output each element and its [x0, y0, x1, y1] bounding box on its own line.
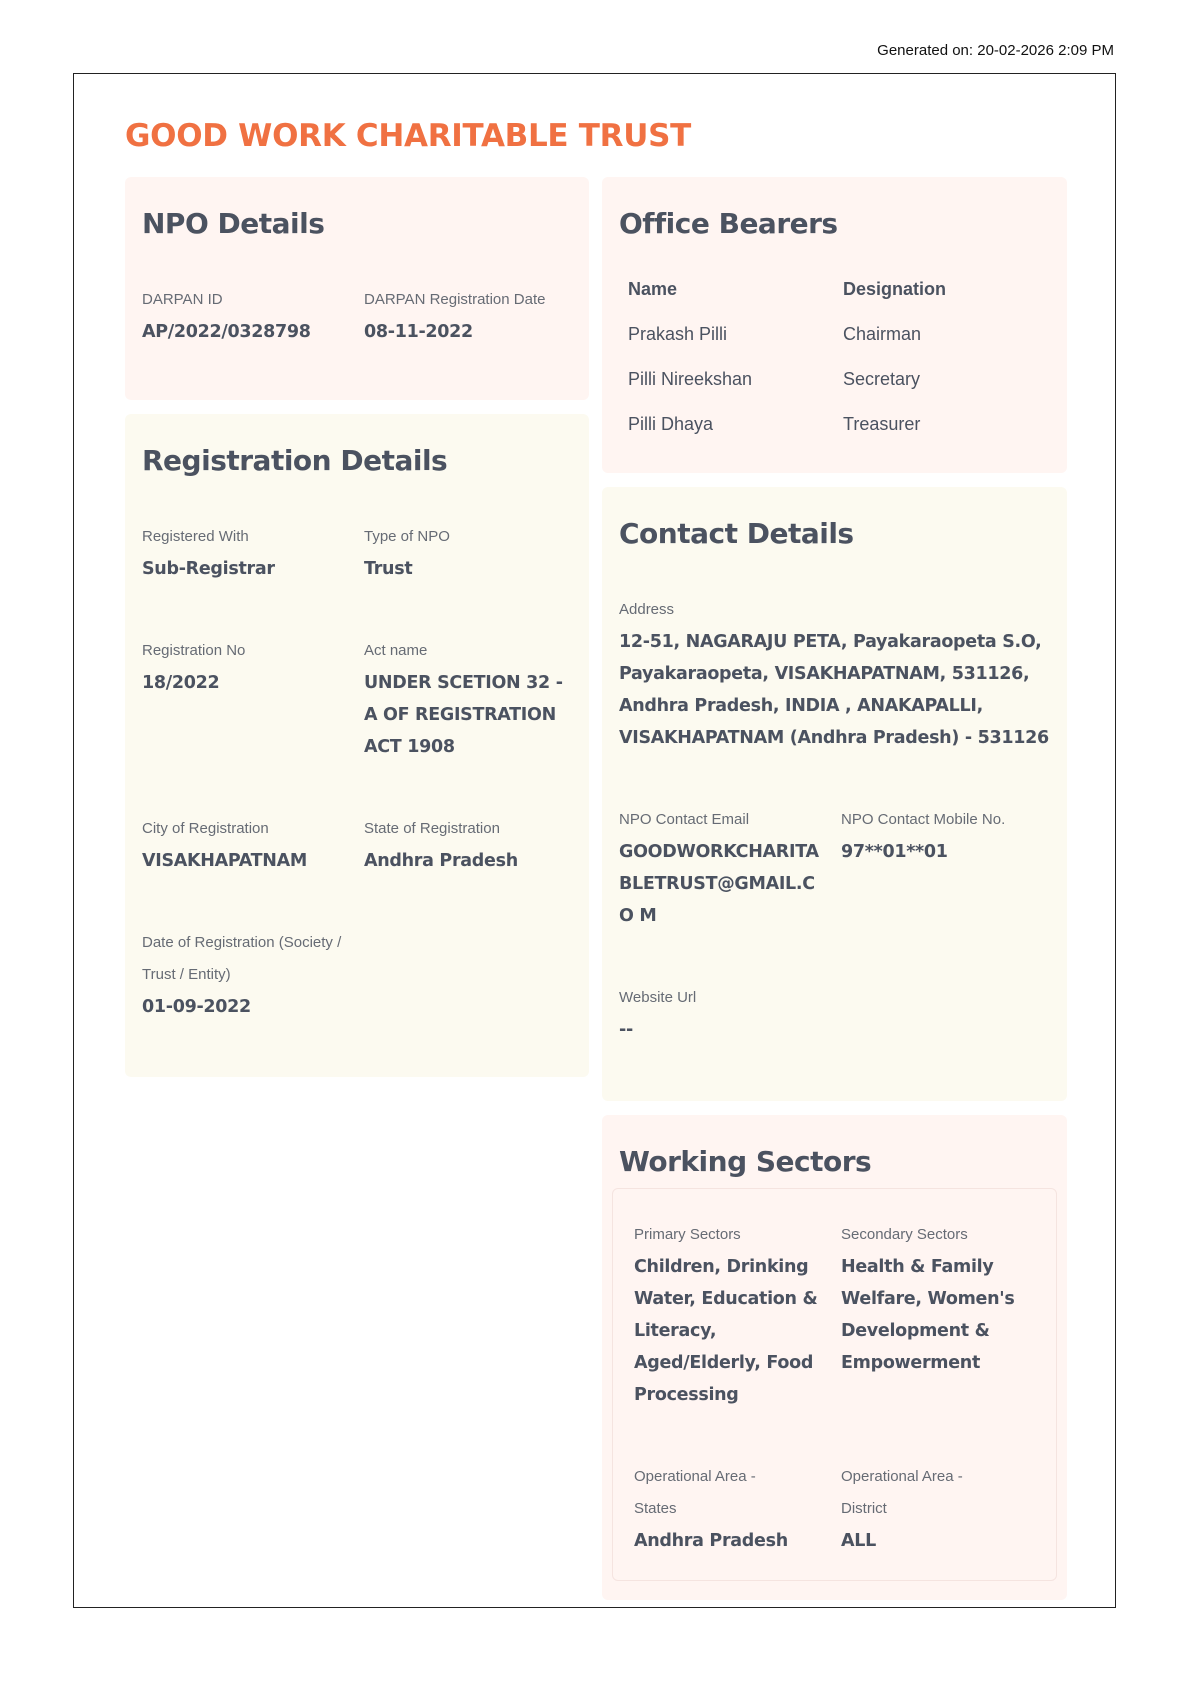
bearer-name: Pilli Dhaya [628, 414, 714, 434]
npo-type-value: Trust [364, 559, 413, 579]
table-header-row [628, 267, 1050, 312]
primary-sectors-field [634, 1219, 841, 1411]
website-label: Website Url [619, 989, 697, 1006]
city-of-registration-field [142, 813, 364, 877]
npo-details-heading: NPO Details [142, 207, 325, 240]
operational-district-value: ALL [841, 1531, 876, 1551]
contact-email-label: NPO Contact Email [619, 811, 750, 828]
column-header-designation: Designation [843, 279, 947, 299]
bearer-designation: Chairman [843, 324, 922, 344]
address-field [619, 594, 1050, 754]
date-of-registration-value: 01-09-2022 [142, 997, 251, 1017]
working-sectors-card [602, 1115, 1067, 1600]
city-of-registration-value: VISAKHAPATNAM [142, 851, 307, 871]
date-of-registration-label: Date of Registration (Society / Trust / Entity) [142, 934, 342, 983]
darpan-id-value: AP/2022/0328798 [142, 322, 311, 342]
primary-sectors-label: Primary Sectors [634, 1226, 741, 1243]
column-header-name: Name [628, 279, 678, 299]
organization-name: GOOD WORK CHARITABLE TRUST [125, 118, 691, 154]
act-name-label: Act name [364, 642, 428, 659]
website-value: -- [619, 1020, 633, 1040]
registration-no-label: Registration No [142, 642, 246, 659]
secondary-sectors-field [841, 1219, 1035, 1411]
darpan-id-field [142, 284, 364, 348]
generated-timestamp: Generated on: 20-02-2026 2:09 PM [877, 42, 1114, 59]
act-name-value: UNDER SCETION 32 - A OF REGISTRATION ACT 1908 [364, 673, 563, 757]
primary-sectors-value: Children, Drinking Water, Education & Literacy, Aged/Elderly, Food Processing [634, 1257, 818, 1405]
city-of-registration-label: City of Registration [142, 820, 269, 837]
operational-district-field [841, 1461, 1035, 1557]
darpan-id-label: DARPAN ID [142, 291, 223, 308]
contact-mobile-label: NPO Contact Mobile No. [841, 811, 1006, 828]
operational-states-label: Operational Area - States [634, 1468, 756, 1517]
contact-details-heading: Contact Details [619, 517, 854, 550]
table-row [628, 312, 1050, 357]
contact-email-value: GOODWORKCHARITA BLETRUST@GMAIL.CO M [619, 842, 819, 926]
office-bearers-heading: Office Bearers [619, 207, 838, 240]
act-name-field [364, 635, 574, 763]
contact-mobile-field [841, 804, 1050, 932]
state-of-registration-value: Andhra Pradesh [364, 851, 518, 871]
bearer-designation: Treasurer [843, 414, 921, 434]
registered-with-field [142, 521, 364, 585]
bearer-name: Pilli Nireekshan [628, 369, 753, 389]
bearer-designation: Secretary [843, 369, 921, 389]
registration-details-heading: Registration Details [142, 444, 448, 477]
registration-no-value: 18/2022 [142, 673, 220, 693]
table-row [628, 402, 1050, 447]
npo-type-field [364, 521, 574, 585]
address-label: Address [619, 601, 675, 618]
registered-with-label: Registered With [142, 528, 249, 545]
secondary-sectors-label: Secondary Sectors [841, 1226, 968, 1243]
npo-details-card [125, 177, 589, 400]
state-of-registration-label: State of Registration [364, 820, 500, 837]
operational-states-value: Andhra Pradesh [634, 1531, 788, 1551]
darpan-reg-date-label: DARPAN Registration Date [364, 291, 546, 308]
contact-email-field [619, 804, 841, 932]
darpan-reg-date-field [364, 284, 572, 348]
npo-type-label: Type of NPO [364, 528, 450, 545]
table-row [628, 357, 1050, 402]
office-bearers-card [602, 177, 1067, 473]
office-bearers-table [628, 267, 1050, 447]
contact-details-card [602, 487, 1067, 1101]
darpan-reg-date-value: 08-11-2022 [364, 322, 473, 342]
secondary-sectors-value: Health & Family Welfare, Women's Development & Empowerment [841, 1257, 1015, 1373]
state-of-registration-field [364, 813, 574, 877]
sectors-panel [612, 1188, 1057, 1581]
registration-no-field [142, 635, 364, 763]
bearer-name: Prakash Pilli [628, 324, 728, 344]
registered-with-value: Sub-Registrar [142, 559, 275, 579]
website-field [619, 982, 1050, 1046]
operational-states-field [634, 1461, 841, 1557]
operational-district-label: Operational Area - District [841, 1468, 963, 1517]
registration-details-card [125, 414, 589, 1077]
address-value: 12-51, NAGARAJU PETA, Payakaraopeta S.O, Payakaraopeta, VISAKHAPATNAM, 531126, Andhra Pradesh, INDIA , ANAKAPALLI, VISAKHAPATNAM (Andhra Pradesh) - 531126 [619, 632, 1049, 748]
date-of-registration-field [142, 927, 364, 1023]
working-sectors-heading: Working Sectors [619, 1145, 872, 1178]
contact-mobile-value: 97**01**01 [841, 842, 948, 862]
